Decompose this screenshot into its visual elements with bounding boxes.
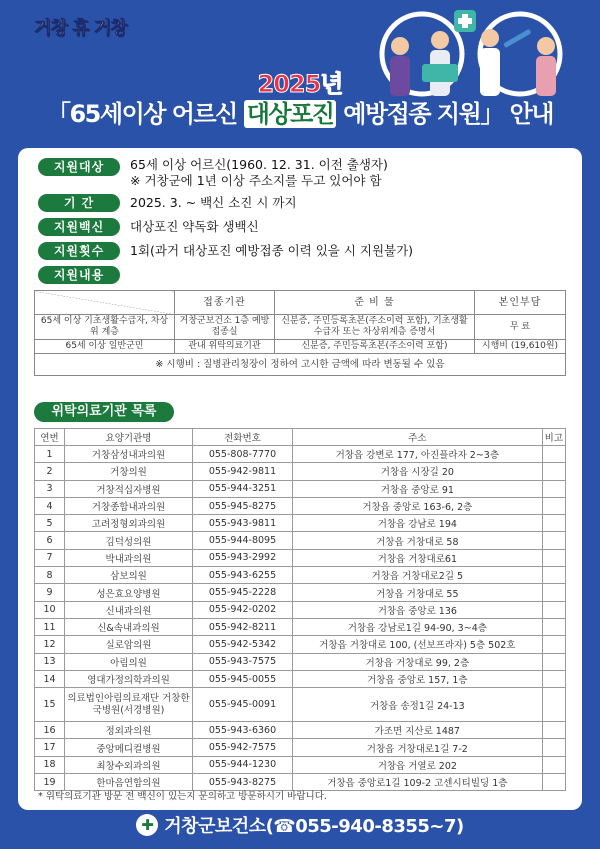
clinic-phone: 055-945-2228 (193, 584, 293, 601)
clinic-remark (542, 497, 565, 514)
clinic-phone: 055-943-7575 (193, 653, 293, 670)
count-text: 1회(과거 대상포진 예방접종 이력 있을 시 지원불가) (130, 243, 414, 258)
clinic-name: 박내과의원 (65, 549, 193, 566)
clinic-remark (542, 739, 565, 756)
clinic-remark (542, 446, 565, 463)
support-target: 65세 이상 일반군민 (35, 340, 175, 354)
support-row (35, 315, 566, 340)
clinic-row (35, 739, 566, 756)
clinic-no: 10 (35, 601, 65, 618)
footer (0, 810, 600, 849)
footer-contact: 거창군보건소(☎055-940-8355~7) (164, 816, 464, 837)
clinic-remark (542, 688, 565, 722)
clinic-no: 12 (35, 636, 65, 653)
support-org: 거창군보건소 1층 예방접종실 (175, 315, 275, 340)
header (0, 0, 600, 148)
support-note: ※ 시행비 : 질병관리청장이 정하여 고시한 금액에 따라 변동될 수 있음 (35, 354, 566, 376)
support-org: 관내 위탁의료기관 (175, 340, 275, 354)
target-label: 지원대상 (38, 158, 120, 176)
clinic-phone: 055-945-0091 (193, 688, 293, 722)
clinic-no: 16 (35, 722, 65, 739)
support-cost: 시행비 (19,610원) (475, 340, 566, 354)
headline-highlight: 대상포진 (244, 100, 337, 128)
clinic-name: 거창적십자병원 (65, 480, 193, 497)
clinic-remark (542, 567, 565, 584)
diagonal-header-cell (35, 291, 175, 315)
clinic-no: 4 (35, 497, 65, 514)
clinic-no: 3 (35, 480, 65, 497)
clinic-header-name: 요양기관명 (65, 429, 193, 446)
clinic-name: 신&속내과의원 (65, 618, 193, 635)
clinic-remark (542, 670, 565, 687)
clinic-no: 15 (35, 688, 65, 722)
target-line2: ※ 거창군에 1년 이상 주소지를 두고 있어야 함 (130, 173, 382, 188)
clinic-remark (542, 480, 565, 497)
clinic-remark (542, 653, 565, 670)
headline-pre: 「65세이상 어르신 (46, 100, 244, 128)
count-label: 지원횟수 (38, 242, 120, 260)
clinic-address: 거창읍 중앙로1길 109-2 고센시티빌딩 1층 (293, 774, 543, 791)
clinic-row (35, 756, 566, 773)
clinic-table-header (35, 429, 566, 446)
clinic-name: 아림의원 (65, 653, 193, 670)
clinic-address: 거창읍 중앙로 91 (293, 480, 543, 497)
clinic-no: 5 (35, 515, 65, 532)
clinic-row (35, 463, 566, 480)
clinic-no: 1 (35, 446, 65, 463)
clinic-address: 거창읍 거창대로 55 (293, 584, 543, 601)
headline (0, 94, 600, 129)
clinic-row (35, 567, 566, 584)
clinic-row (35, 446, 566, 463)
clinic-row (35, 532, 566, 549)
clinic-address: 거창읍 중앙로 157, 1층 (293, 670, 543, 687)
clinic-no: 19 (35, 774, 65, 791)
clinic-list-title: 위탁의료기관 목록 (34, 402, 174, 422)
target-line1: 65세 이상 어르신(1960. 12. 31. 이전 출생자) (130, 157, 388, 172)
clinic-address: 거창읍 강변로 177, 아진플라자 2~3층 (293, 446, 543, 463)
clinic-name: 삼보의원 (65, 567, 193, 584)
clinic-phone: 055-943-2992 (193, 549, 293, 566)
clinic-name: 고려정형외과의원 (65, 515, 193, 532)
clinic-remark (542, 636, 565, 653)
clinic-address: 거창읍 거창대로 100, (선보프라자) 5층 502호 (293, 636, 543, 653)
clinic-row (35, 480, 566, 497)
clinic-name: 거창종합내과의원 (65, 497, 193, 514)
clinic-phone: 055-944-1230 (193, 756, 293, 773)
clinic-row (35, 515, 566, 532)
clinic-remark (542, 584, 565, 601)
clinic-address: 거창읍 송정1길 24-13 (293, 688, 543, 722)
support-row (35, 340, 566, 354)
year-title: 2025년 (257, 70, 343, 98)
headline-post: 예방접종 지원」 안내 (336, 100, 553, 128)
clinic-no: 18 (35, 756, 65, 773)
clinic-name: 정외과의원 (65, 722, 193, 739)
logo: 거창 휴 거창 (34, 18, 127, 39)
support-cost: 무 료 (475, 315, 566, 340)
support-docs: 신분증, 주민등록초본(주소이력 포함), 기초생활수급자 또는 차상위계층 증명서 (275, 315, 475, 340)
clinic-row (35, 584, 566, 601)
clinic-phone: 055-944-8095 (193, 532, 293, 549)
clinic-phone: 055-943-6360 (193, 722, 293, 739)
clinic-phone: 055-808-7770 (193, 446, 293, 463)
clinic-address: 거창읍 거창대로 99, 2층 (293, 653, 543, 670)
clinic-address: 거창읍 거창대로 58 (293, 532, 543, 549)
clinic-phone: 055-942-9811 (193, 463, 293, 480)
clinic-remark (542, 549, 565, 566)
clinic-row (35, 688, 566, 722)
clinic-name: 실로암의원 (65, 636, 193, 653)
clinic-remark (542, 756, 565, 773)
clinic-no: 17 (35, 739, 65, 756)
support-table-header (35, 291, 566, 315)
clinic-phone: 055-942-0202 (193, 601, 293, 618)
clinic-name: 영대가정의학과의원 (65, 670, 193, 687)
clinic-remark (542, 515, 565, 532)
support-header-docs: 준 비 물 (275, 291, 475, 315)
clinic-address: 거창읍 시장길 20 (293, 463, 543, 480)
clinic-phone: 055-944-3251 (193, 480, 293, 497)
period-label: 기 간 (38, 194, 120, 212)
support-header-org: 접종기관 (175, 291, 275, 315)
clinic-header-phone: 전화번호 (193, 429, 293, 446)
clinic-header-address: 주소 (293, 429, 543, 446)
clinic-remark (542, 532, 565, 549)
content-card (18, 148, 582, 810)
clinic-row (35, 653, 566, 670)
clinic-remark (542, 601, 565, 618)
clinic-name: 거창삼성내과의원 (65, 446, 193, 463)
clinic-header-note: 비고 (542, 429, 565, 446)
clinic-address: 거창읍 거열로 202 (293, 756, 543, 773)
clinic-row (35, 636, 566, 653)
clinic-name: 김덕성의원 (65, 532, 193, 549)
clinic-address: 거창읍 거창대로61 (293, 549, 543, 566)
support-target: 65세 이상 기초생활수급자, 차상위 계층 (35, 315, 175, 340)
clinic-phone: 055-942-5342 (193, 636, 293, 653)
clinic-phone: 055-945-8275 (193, 497, 293, 514)
clinic-address: 거창읍 중앙로 136 (293, 601, 543, 618)
clinic-name: 성은효요양병원 (65, 584, 193, 601)
health-center-icon: ✚ (136, 814, 158, 836)
content-label: 지원내용 (38, 266, 120, 284)
clinic-address: 거창읍 강남로1길 94-90, 3~4층 (293, 618, 543, 635)
clinic-no: 8 (35, 567, 65, 584)
clinic-table (34, 428, 566, 791)
clinic-phone: 055-943-8275 (193, 774, 293, 791)
clinic-row (35, 722, 566, 739)
clinic-row (35, 601, 566, 618)
clinic-no: 9 (35, 584, 65, 601)
clinic-address: 거창읍 강남로 194 (293, 515, 543, 532)
clinic-row (35, 670, 566, 687)
vaccine-text: 대상포진 약독화 생백신 (130, 219, 259, 234)
clinic-no: 14 (35, 670, 65, 687)
clinic-row (35, 497, 566, 514)
clinic-address: 거창읍 중앙로 163-6, 2층 (293, 497, 543, 514)
clinic-phone: 055-942-8211 (193, 618, 293, 635)
clinic-name: 중앙메디컬병원 (65, 739, 193, 756)
clinic-no: 7 (35, 549, 65, 566)
clinic-name: 신내과의원 (65, 601, 193, 618)
clinic-phone: 055-943-6255 (193, 567, 293, 584)
clinic-name: 의료법인아림의료재단 거창한국병원(서경병원) (65, 688, 193, 722)
clinic-table-body (35, 446, 566, 791)
clinic-name: 한마음연합의원 (65, 774, 193, 791)
clinic-row (35, 618, 566, 635)
support-header-cost: 본인부담 (475, 291, 566, 315)
clinic-header-no: 연번 (35, 429, 65, 446)
clinic-no: 6 (35, 532, 65, 549)
clinic-name: 최창수외과의원 (65, 756, 193, 773)
clinic-remark (542, 463, 565, 480)
clinic-phone: 055-942-7575 (193, 739, 293, 756)
clinic-phone: 055-943-9811 (193, 515, 293, 532)
clinic-remark (542, 722, 565, 739)
clinic-row (35, 549, 566, 566)
clinic-phone: 055-945-0055 (193, 670, 293, 687)
clinic-no: 11 (35, 618, 65, 635)
support-table (34, 290, 566, 376)
clinic-no: 2 (35, 463, 65, 480)
clinic-remark (542, 618, 565, 635)
clinic-no: 13 (35, 653, 65, 670)
clinic-address: 거창읍 거창대로2길 5 (293, 567, 543, 584)
clinic-footnote: * 위탁의료기관 방문 전 백신이 있는지 문의하고 방문하시기 바랍니다. (38, 791, 327, 802)
clinic-name: 거창의원 (65, 463, 193, 480)
clinic-remark (542, 774, 565, 791)
clinic-address: 거창읍 거창대로1길 7-2 (293, 739, 543, 756)
clinic-address: 가조면 지산로 1487 (293, 722, 543, 739)
vaccine-label: 지원백신 (38, 218, 120, 236)
period-text: 2025. 3. ~ 백신 소진 시 까지 (130, 195, 297, 210)
support-docs: 신분증, 주민등록초본(주소이력 포함) (275, 340, 475, 354)
